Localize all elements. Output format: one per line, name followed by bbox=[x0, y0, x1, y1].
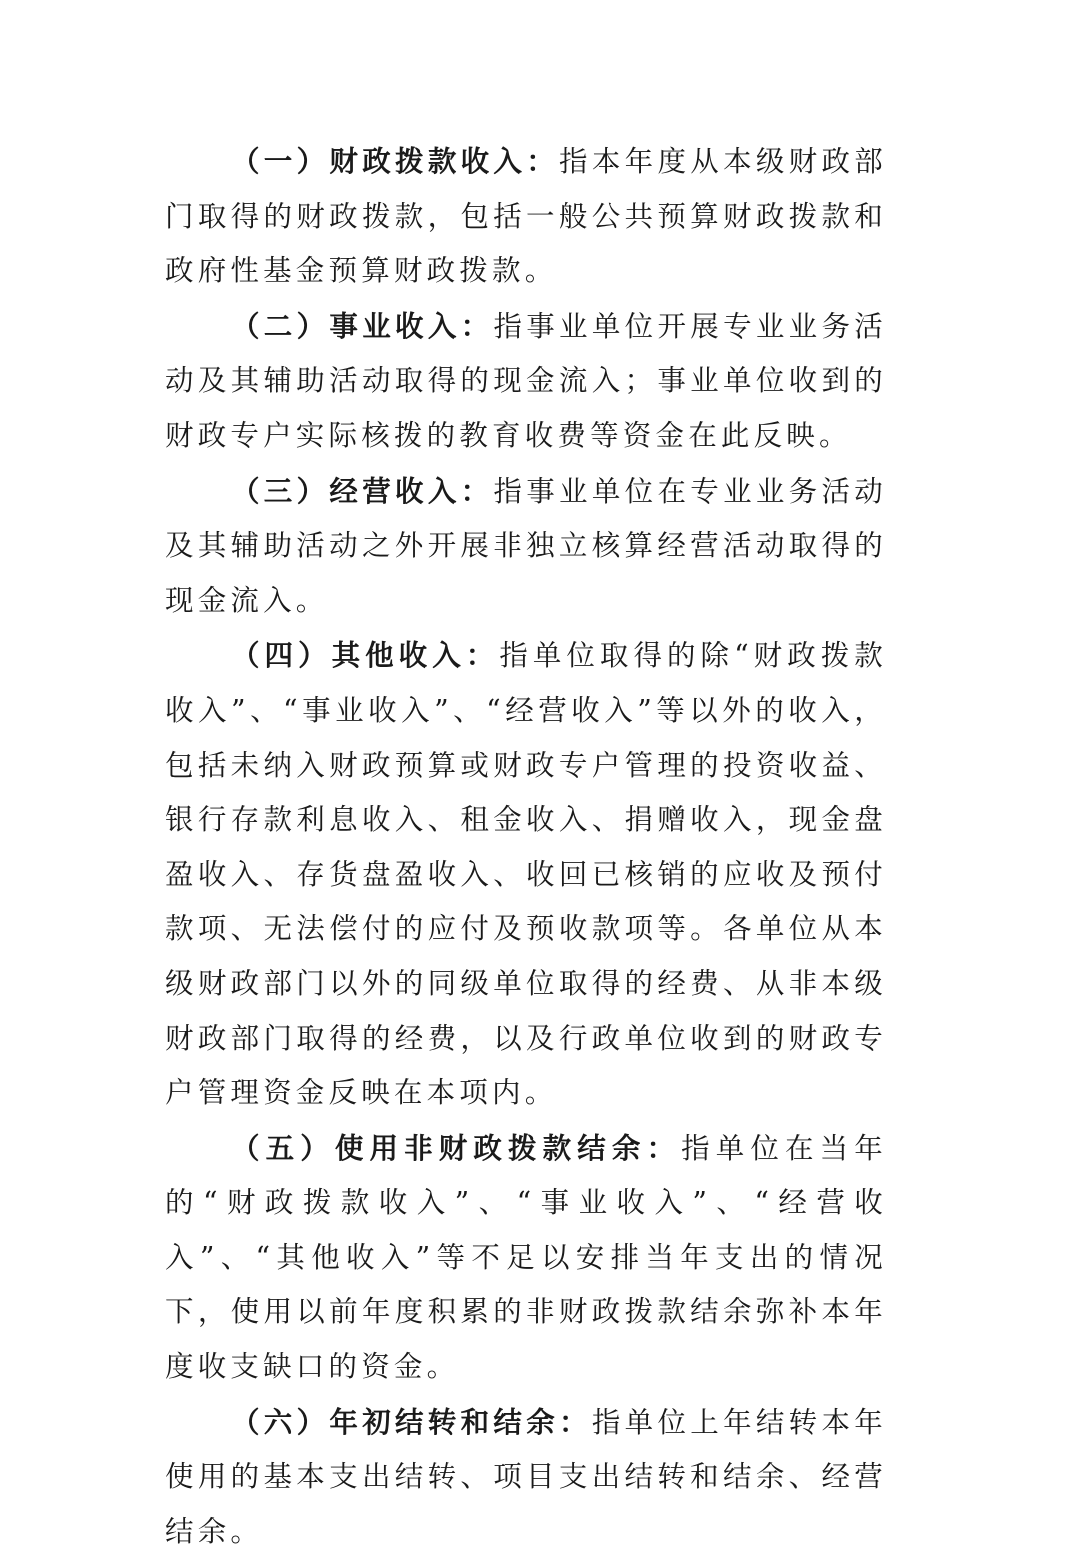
paragraph-heading: （二）事业收入： bbox=[231, 308, 494, 343]
paragraph-non-fiscal-balance bbox=[165, 1121, 887, 1395]
paragraph-other-income bbox=[165, 628, 887, 1120]
paragraph-business-income bbox=[165, 299, 887, 464]
paragraph-heading: （五）使用非财政拨款结余： bbox=[231, 1130, 682, 1165]
paragraph-fiscal-appropriation bbox=[165, 134, 887, 299]
paragraph-body: 指事业单位开展专业业务活动及其辅助活动取得的现金流入；事业单位收到的财政专户实际核拨的教育收费等资金在此反映。 bbox=[165, 309, 887, 452]
paragraph-heading: （三）经营收入： bbox=[231, 473, 494, 508]
paragraph-body: 指单位在当年的“财政拨款收入”、“事业收入”、“经营收入”、“其他收入”等不足以安排当年支出的情况下，使用以前年度积累的非财政拨款结余弥补本年度收支缺口的资金。 bbox=[165, 1131, 887, 1384]
paragraph-body: 指单位取得的除“财政拨款收入”、“事业收入”、“经营收入”等以外的收入，包括未纳入财政预算或财政专户管理的投资收益、银行存款利息收入、租金收入、捐赠收入，现金盘盈收入、存货盘盈收入、收回已核销的应收及预付款项、无法偿付的应付及预收款项等。各单位从本级财政部门以外的同级单位取得的经费、从非本级财政部门取得的经费，以及行政单位收到的财政专户管理资金反映在本项内。 bbox=[165, 639, 887, 1110]
paragraph-body: 指事业单位在专业业务活动及其辅助活动之外开展非独立核算经营活动取得的现金流入。 bbox=[165, 474, 887, 617]
paragraph-heading: （一）财政拨款收入： bbox=[231, 144, 560, 178]
paragraph-heading: （四）其他收入： bbox=[231, 638, 500, 673]
paragraph-body: 指单位上年结转本年使用的基本支出结转、项目支出结转和结余、经营结余。 bbox=[165, 1405, 887, 1548]
paragraph-heading: （六）年初结转和结余： bbox=[231, 1404, 592, 1439]
paragraph-body: 指本年度从本级财政部门取得的财政拨款，包括一般公共预算财政拨款和政府性基金预算财政拨款。 bbox=[165, 145, 887, 288]
document-page bbox=[165, 134, 887, 1559]
paragraph-operating-income bbox=[165, 464, 887, 629]
paragraph-carryover-balance bbox=[165, 1395, 887, 1559]
